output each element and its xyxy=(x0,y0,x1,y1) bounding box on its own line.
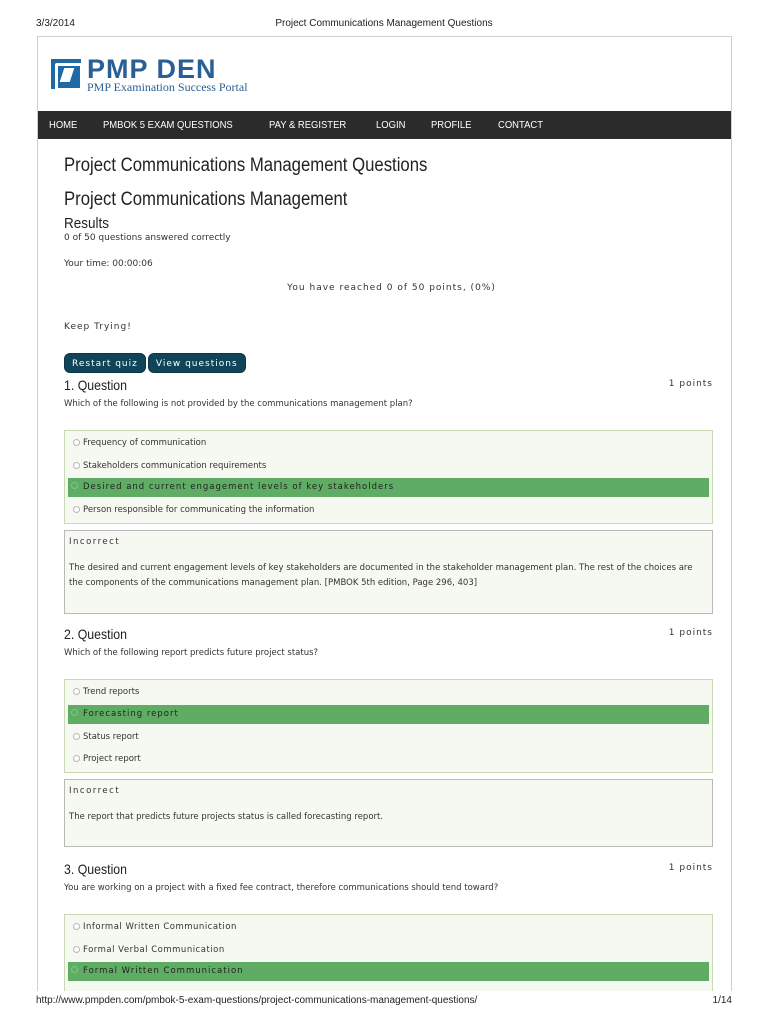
nav-profile[interactable]: PROFILE xyxy=(431,119,472,131)
question-number: 3. Question xyxy=(64,861,128,877)
quiz-title: Project Communications Management xyxy=(64,189,348,210)
answer-label: Frequency of communication xyxy=(83,438,207,448)
answer-list xyxy=(64,679,713,773)
answer-option[interactable] xyxy=(65,916,712,939)
print-title: Project Communications Management Questions xyxy=(275,18,493,29)
question-points: 1 points xyxy=(668,379,713,389)
question-text: Which of the following report predicts future project status? xyxy=(64,648,319,658)
radio-icon[interactable] xyxy=(73,733,80,740)
radio-icon[interactable] xyxy=(73,439,80,446)
elapsed-time: Your time: 00:00:06 xyxy=(64,259,153,269)
restart-quiz-button[interactable]: Restart quiz xyxy=(64,353,146,373)
answer-option[interactable] xyxy=(65,499,712,522)
feedback-text: The report that predicts future projects status is called forecasting report. xyxy=(69,812,384,822)
web-page xyxy=(37,36,732,991)
page-title: Project Communications Management Questions xyxy=(64,155,428,176)
answer-option[interactable] xyxy=(65,939,712,962)
answer-option[interactable] xyxy=(65,432,712,455)
site-logo[interactable] xyxy=(51,55,301,95)
print-page-number: 1/14 xyxy=(712,995,732,1006)
radio-icon[interactable] xyxy=(73,923,80,930)
view-questions-button[interactable]: View questions xyxy=(148,353,246,373)
site-name: PMP DEN xyxy=(87,54,217,84)
answer-label: Formal Written Communication xyxy=(83,966,244,976)
print-header xyxy=(36,18,732,32)
answer-label: Forecasting report xyxy=(83,708,179,719)
feedback-title: Incorrect xyxy=(69,786,121,796)
question-number: 2. Question xyxy=(64,626,128,642)
answer-option[interactable] xyxy=(65,455,712,478)
answer-option[interactable] xyxy=(65,681,712,704)
feedback-box xyxy=(64,530,713,614)
answer-label: Informal Written Communication xyxy=(83,922,237,932)
answered-count: 0 of 50 questions answered correctly xyxy=(64,233,231,243)
answer-label: Formal Verbal Communication xyxy=(83,944,225,955)
results-heading: Results xyxy=(64,215,110,232)
feedback-title: Incorrect xyxy=(69,537,121,547)
answer-option[interactable] xyxy=(65,726,712,749)
answer-option[interactable] xyxy=(65,748,712,771)
print-date: 3/3/2014 xyxy=(36,18,75,29)
question-points: 1 points xyxy=(668,628,713,638)
answer-option-correct[interactable] xyxy=(68,705,709,724)
answer-label: Stakeholders communication requirements xyxy=(83,460,267,471)
answer-label: Desired and current engagement levels of key stakeholders xyxy=(83,482,395,492)
answer-list xyxy=(64,914,713,991)
answer-label: Status report xyxy=(83,731,139,742)
nav-home[interactable]: HOME xyxy=(49,119,78,131)
question-text: Which of the following is not provided by the communications management plan? xyxy=(64,399,413,409)
nav-login[interactable]: LOGIN xyxy=(376,119,406,131)
result-message: Keep Trying! xyxy=(64,322,132,332)
answer-option-correct[interactable] xyxy=(68,478,709,497)
radio-icon[interactable] xyxy=(73,688,80,695)
question-number: 1. Question xyxy=(64,377,128,393)
radio-icon[interactable] xyxy=(73,946,80,953)
answer-list xyxy=(64,430,713,524)
logo-mark-icon xyxy=(51,59,81,89)
nav-contact[interactable]: CONTACT xyxy=(498,119,544,131)
feedback-text: The desired and current engagement levels of key stakeholders are documented in the stakeholder management plan. The rest of the choices are the components of the communications management plan. [PMBOK 5th edition, Page 296, 403] xyxy=(69,563,693,588)
feedback-box xyxy=(64,779,713,847)
print-footer xyxy=(36,995,732,1009)
main-nav xyxy=(38,111,731,139)
answer-label: Person responsible for communicating the information xyxy=(83,505,315,515)
radio-icon[interactable] xyxy=(73,755,80,762)
quiz-actions xyxy=(64,353,246,373)
nav-pay-register[interactable]: PAY & REGISTER xyxy=(268,119,346,131)
answer-label: Project report xyxy=(83,754,141,764)
question-text: You are working on a project with a fixed fee contract, therefore communications should tend toward? xyxy=(64,883,499,893)
radio-icon[interactable] xyxy=(71,709,78,716)
radio-icon[interactable] xyxy=(73,462,80,469)
radio-icon[interactable] xyxy=(71,966,78,973)
radio-icon[interactable] xyxy=(73,506,80,513)
nav-pmbok5-exam-questions[interactable]: PMBOK 5 EXAM QUESTIONS xyxy=(102,119,233,131)
answer-label: Trend reports xyxy=(83,687,140,697)
question-points: 1 points xyxy=(668,863,713,873)
answer-option-correct[interactable] xyxy=(68,962,709,981)
points-summary: You have reached 0 of 50 points, (0%) xyxy=(287,283,496,293)
site-tagline: PMP Examination Success Portal xyxy=(87,80,248,94)
print-url: http://www.pmpden.com/pmbok-5-exam-questions/project-communications-management-questions/ xyxy=(36,995,478,1006)
radio-icon[interactable] xyxy=(71,482,78,489)
